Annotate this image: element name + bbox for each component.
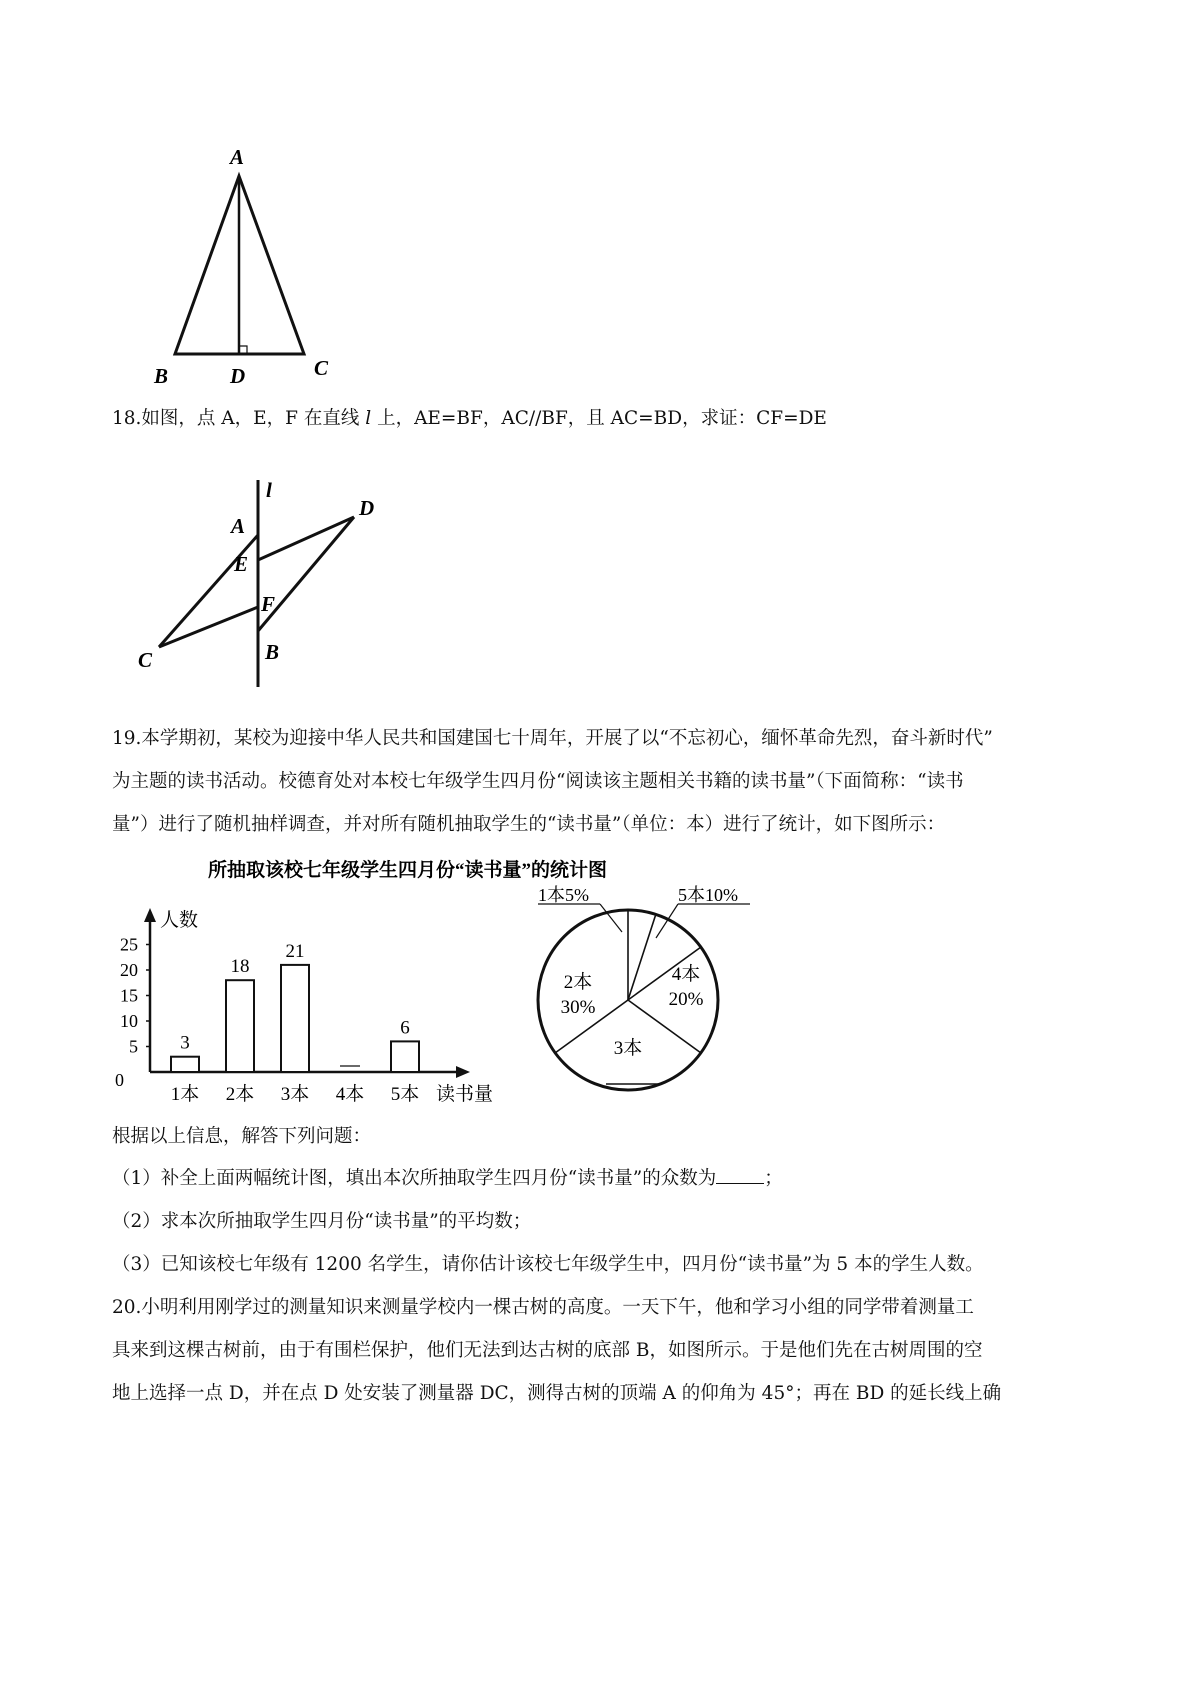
pie-label-2: 2本: [563, 972, 593, 993]
bar-chart: [115, 908, 493, 1105]
label-l: l: [266, 478, 272, 502]
x-tick-label: 2本: [225, 1084, 255, 1105]
answer-blank[interactable]: [716, 1165, 764, 1184]
pie-label-1: 1本5%: [538, 885, 589, 905]
q18-l-symbol: l: [365, 408, 372, 429]
bar: [281, 965, 309, 1072]
bar-value-label: 6: [400, 1017, 410, 1039]
q19-sub-1-end: ；: [764, 1168, 783, 1189]
pie-label-3: 3本: [613, 1038, 643, 1059]
label-a: A: [231, 514, 246, 538]
label-c: C: [314, 356, 329, 380]
reading-statistics-chart: [100, 850, 800, 1110]
x-tick-label: 3本: [280, 1084, 310, 1105]
segment-e-d: [258, 517, 354, 560]
y-tick-label: 10: [120, 1011, 138, 1031]
chart-title: 所抽取该校七年级学生四月份“读书量”的统计图: [208, 860, 608, 881]
bar: [391, 1041, 419, 1072]
label-d: D: [230, 364, 246, 388]
x-tick-label: 1本: [170, 1084, 200, 1105]
triangle-figure: [150, 150, 370, 400]
bar: [226, 980, 254, 1072]
pie-chart: [538, 885, 750, 1090]
bar-value-label: 18: [230, 956, 250, 978]
label-b: B: [154, 364, 169, 388]
x-tick-label: 4本: [335, 1084, 365, 1105]
q19-sub-3: （3）已知该校七年级有 1200 名学生，请你估计该校七年级学生中，四月份“读书量”为 5 本的学生人数。: [112, 1254, 984, 1275]
line-figure: [130, 475, 400, 700]
y-axis-arrow: [144, 908, 156, 922]
q19-line-1: 19.本学期初，某校为迎接中华人民共和国建国七十周年，开展了以“不忘初心，缅怀革命先烈，奋斗新时代”: [112, 728, 993, 749]
q19-line-2: 为主题的读书活动。校德育处对本校七年级学生四月份“阅读该主题相关书籍的读书量”（下面简称：“读书: [112, 771, 964, 792]
q18-text-before: 18.如图，点 A，E，F 在直线: [112, 408, 366, 429]
segment-c-f: [159, 607, 258, 647]
y-tick-label: 5: [129, 1036, 138, 1057]
y-axis-label: 人数: [160, 910, 199, 931]
label-f: F: [261, 592, 276, 616]
label-e: E: [234, 552, 249, 576]
q20-line-2: 具来到这棵古树前，由于有围栏保护，他们无法到达古树的底部 B，如图所示。于是他们先在古树周围的空: [112, 1340, 983, 1361]
y-tick-label: 0: [115, 1070, 124, 1090]
y-tick-label: 15: [120, 985, 138, 1006]
pie-label-4: 4本: [671, 964, 701, 985]
x-axis-label: 读书量: [436, 1084, 494, 1105]
label-c: C: [138, 648, 153, 672]
bar-value-label: 21: [285, 940, 305, 962]
bar: [171, 1057, 199, 1072]
x-axis-arrow: [456, 1066, 470, 1078]
pie-label-4-percent: 20%: [668, 989, 704, 1010]
q20-line-1: 20.小明利用刚学过的测量知识来测量学校内一棵古树的高度。一天下午，他和学习小组的同学带着测量工: [112, 1297, 974, 1318]
label-b: B: [265, 640, 280, 664]
q19-prompt: 根据以上信息，解答下列问题：: [112, 1126, 372, 1147]
y-tick-label: 25: [120, 934, 138, 955]
q19-line-3: 量”）进行了随机抽样调查，并对所有随机抽取学生的“读书量”（单位：本）进行了统计，如下图所示：: [112, 814, 946, 835]
q18-text-after: 上，AE=BF，AC//BF，且 AC=BD，求证：CF=DE: [371, 408, 827, 429]
x-tick-label: 5本: [390, 1084, 420, 1105]
q19-sub-1-text: （1）补全上面两幅统计图，填出本次所抽取学生四月份“读书量”的众数为: [112, 1168, 717, 1189]
q18-text: [112, 405, 827, 433]
pie-label-2-percent: 30%: [560, 997, 596, 1018]
bar-value-label: 3: [180, 1032, 190, 1054]
q20-line-3: 地上选择一点 D，并在点 D 处安装了测量器 DC，测得古树的顶端 A 的仰角为 45°；再在 BD 的延长线上确: [112, 1383, 1002, 1404]
q19-sub-1: [112, 1165, 783, 1193]
y-tick-label: 20: [120, 960, 138, 980]
q19-sub-2: （2）求本次所抽取学生四月份“读书量”的平均数；: [112, 1211, 532, 1232]
label-d: D: [359, 496, 375, 520]
pie-label-5: 5本10%: [678, 885, 738, 905]
label-a: A: [230, 150, 245, 169]
